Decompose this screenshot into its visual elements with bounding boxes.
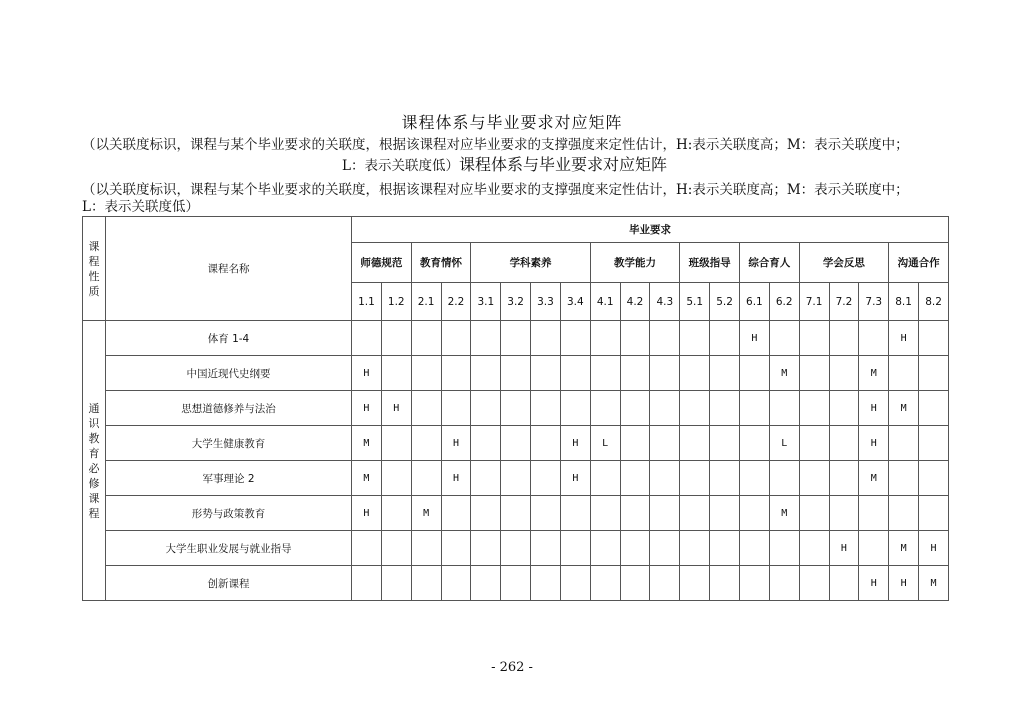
course-type-char: 必 <box>88 461 100 475</box>
relevance-cell <box>501 496 531 531</box>
course-name: 大学生职业发展与就业指导 <box>106 531 352 566</box>
page-number: - 262 - <box>491 660 533 675</box>
relevance-cell: H <box>919 531 949 566</box>
relevance-cell <box>799 356 829 391</box>
relevance-cell <box>680 496 710 531</box>
relevance-cell <box>381 426 411 461</box>
relevance-cell: L <box>590 426 620 461</box>
relevance-cell <box>620 496 650 531</box>
requirement-subcol-header: 3.1 <box>471 283 501 321</box>
relevance-cell <box>590 391 620 426</box>
requirement-subcol-header: 8.2 <box>919 283 949 321</box>
table-row <box>83 566 949 601</box>
relevance-cell <box>650 496 680 531</box>
course-name: 体育 1-4 <box>106 321 352 356</box>
relevance-cell <box>739 531 769 566</box>
relevance-cell: H <box>352 391 382 426</box>
relevance-cell <box>620 426 650 461</box>
relevance-cell <box>799 391 829 426</box>
course-type-char: 修 <box>88 476 100 490</box>
relevance-cell <box>531 356 561 391</box>
relevance-cell <box>471 461 501 496</box>
requirement-group-header: 班级指导 <box>680 243 740 283</box>
table-row <box>83 426 949 461</box>
relevance-cell <box>531 321 561 356</box>
relevance-cell: H <box>560 426 590 461</box>
relevance-cell <box>620 391 650 426</box>
requirement-subcol-header: 5.2 <box>710 283 740 321</box>
relevance-cell <box>620 461 650 496</box>
relevance-cell <box>680 566 710 601</box>
relevance-cell <box>590 461 620 496</box>
relevance-cell <box>680 531 710 566</box>
relevance-cell <box>680 426 710 461</box>
relevance-cell <box>919 321 949 356</box>
relevance-cell <box>769 531 799 566</box>
relevance-cell <box>381 461 411 496</box>
relevance-cell <box>352 566 382 601</box>
relevance-cell: H <box>560 461 590 496</box>
relevance-cell <box>501 531 531 566</box>
table-row <box>83 356 949 391</box>
relevance-cell <box>531 426 561 461</box>
course-type-char: 教 <box>88 431 100 445</box>
relevance-cell <box>381 496 411 531</box>
relevance-cell <box>560 391 590 426</box>
relevance-cell <box>501 461 531 496</box>
legend-note-line1: （以关联度标识，课程与某个毕业要求的关联度，根据该课程对应毕业要求的支撑强度来定性估计，H:表示关联度高；M：表示关联度中； <box>82 137 909 153</box>
relevance-cell <box>650 321 680 356</box>
requirement-subcol-header: 1.1 <box>352 283 382 321</box>
relevance-cell <box>501 566 531 601</box>
relevance-cell <box>590 566 620 601</box>
relevance-cell <box>769 566 799 601</box>
relevance-cell <box>441 356 471 391</box>
relevance-cell <box>739 461 769 496</box>
relevance-cell <box>620 531 650 566</box>
relevance-cell <box>620 356 650 391</box>
legend-note-line2 <box>342 155 1024 176</box>
requirement-group-header: 教学能力 <box>590 243 680 283</box>
relevance-cell <box>471 356 501 391</box>
requirement-subcol-header: 4.2 <box>620 283 650 321</box>
relevance-cell <box>799 426 829 461</box>
course-name: 思想道德修养与法治 <box>106 391 352 426</box>
requirement-subcol-header: 3.3 <box>531 283 561 321</box>
legend-note-repeat-line1: （以关联度标识，课程与某个毕业要求的关联度，根据该课程对应毕业要求的支撑强度来定性估计，H:表示关联度高；M：表示关联度中； <box>82 182 909 198</box>
relevance-cell <box>799 461 829 496</box>
requirement-subcol-header: 3.2 <box>501 283 531 321</box>
relevance-cell: H <box>829 531 859 566</box>
course-type-cell <box>83 321 106 601</box>
relevance-cell <box>471 426 501 461</box>
relevance-cell <box>441 531 471 566</box>
relevance-cell: H <box>889 321 919 356</box>
relevance-cell <box>680 321 710 356</box>
relevance-cell <box>441 566 471 601</box>
relevance-cell: M <box>411 496 441 531</box>
relevance-cell <box>560 496 590 531</box>
relevance-cell <box>650 531 680 566</box>
relevance-cell <box>859 321 889 356</box>
course-name: 中国近现代史纲要 <box>106 356 352 391</box>
course-name: 军事理论 2 <box>106 461 352 496</box>
course-name: 形势与政策教育 <box>106 496 352 531</box>
relevance-cell <box>471 321 501 356</box>
relevance-cell: H <box>859 566 889 601</box>
relevance-cell <box>859 496 889 531</box>
relevance-cell <box>381 566 411 601</box>
relevance-cell <box>352 321 382 356</box>
relevance-cell <box>919 391 949 426</box>
relevance-cell: M <box>859 356 889 391</box>
relevance-cell: M <box>919 566 949 601</box>
relevance-cell <box>560 321 590 356</box>
relevance-cell <box>471 391 501 426</box>
relevance-cell <box>381 356 411 391</box>
relevance-cell: H <box>352 356 382 391</box>
course-type-char: 通 <box>88 401 100 415</box>
relevance-cell <box>859 531 889 566</box>
relevance-cell: M <box>769 496 799 531</box>
relevance-cell <box>799 566 829 601</box>
course-name: 创新课程 <box>106 566 352 601</box>
relevance-cell <box>650 391 680 426</box>
course-type-header-char: 质 <box>88 284 100 298</box>
relevance-cell <box>352 531 382 566</box>
requirement-subcol-header: 3.4 <box>560 283 590 321</box>
relevance-cell <box>441 321 471 356</box>
relevance-cell <box>620 566 650 601</box>
legend-note-repeat-line2: L：表示关联度低） <box>82 199 199 215</box>
requirement-subcol-header: 7.1 <box>799 283 829 321</box>
relevance-cell <box>531 566 561 601</box>
relevance-cell <box>739 356 769 391</box>
relevance-cell <box>650 566 680 601</box>
relevance-cell <box>441 391 471 426</box>
relevance-cell: H <box>859 426 889 461</box>
relevance-cell <box>889 356 919 391</box>
requirement-group-header: 学科素养 <box>471 243 590 283</box>
matrix-title-repeat: 课程体系与毕业要求对应矩阵 <box>458 155 667 174</box>
relevance-cell <box>889 461 919 496</box>
course-type-header-char: 课 <box>88 239 100 253</box>
relevance-cell <box>739 391 769 426</box>
table-row <box>83 496 949 531</box>
relevance-cell <box>919 426 949 461</box>
relevance-cell <box>501 391 531 426</box>
relevance-cell: L <box>769 426 799 461</box>
requirement-subcol-header: 5.1 <box>680 283 710 321</box>
relevance-cell <box>650 461 680 496</box>
relevance-cell <box>680 461 710 496</box>
relevance-cell <box>739 566 769 601</box>
relevance-cell <box>411 566 441 601</box>
requirements-matrix-table <box>82 216 949 601</box>
requirement-subcol-header: 6.2 <box>769 283 799 321</box>
relevance-cell <box>590 531 620 566</box>
relevance-cell <box>769 461 799 496</box>
table-row <box>83 531 949 566</box>
relevance-cell <box>829 461 859 496</box>
relevance-cell <box>620 321 650 356</box>
relevance-cell <box>829 426 859 461</box>
relevance-cell <box>889 426 919 461</box>
course-type-char: 课 <box>88 491 100 505</box>
course-name: 大学生健康教育 <box>106 426 352 461</box>
relevance-cell: H <box>859 391 889 426</box>
relevance-cell: M <box>889 391 919 426</box>
relevance-cell <box>381 531 411 566</box>
relevance-cell <box>560 356 590 391</box>
relevance-cell <box>769 391 799 426</box>
relevance-cell <box>501 426 531 461</box>
requirement-group-header: 沟通合作 <box>889 243 949 283</box>
relevance-cell <box>590 321 620 356</box>
requirement-subcol-header: 8.1 <box>889 283 919 321</box>
relevance-cell <box>441 496 471 531</box>
relevance-cell <box>710 496 740 531</box>
relevance-cell <box>411 356 441 391</box>
relevance-cell: H <box>352 496 382 531</box>
relevance-cell <box>829 391 859 426</box>
relevance-cell: H <box>381 391 411 426</box>
requirement-subcol-header: 1.2 <box>381 283 411 321</box>
relevance-cell <box>919 496 949 531</box>
table-row <box>83 321 949 356</box>
relevance-cell <box>829 356 859 391</box>
relevance-cell <box>650 426 680 461</box>
course-type-header-char: 性 <box>88 269 100 283</box>
relevance-cell <box>710 531 740 566</box>
requirement-subcol-header: 2.2 <box>441 283 471 321</box>
requirement-group-header: 学会反思 <box>799 243 889 283</box>
requirement-subcol-header: 7.2 <box>829 283 859 321</box>
relevance-cell <box>799 321 829 356</box>
relevance-cell <box>829 321 859 356</box>
course-type-char: 育 <box>88 446 100 460</box>
matrix-title: 课程体系与毕业要求对应矩阵 <box>401 113 623 132</box>
requirements-header: 毕业要求 <box>352 217 949 243</box>
relevance-cell <box>739 496 769 531</box>
requirement-subcol-header: 6.1 <box>739 283 769 321</box>
relevance-cell: H <box>739 321 769 356</box>
relevance-cell <box>471 496 501 531</box>
relevance-cell: H <box>889 566 919 601</box>
relevance-cell: M <box>352 426 382 461</box>
relevance-cell <box>710 566 740 601</box>
legend-note-line2-prefix: L：表示关联度低） <box>342 158 459 174</box>
relevance-cell <box>590 496 620 531</box>
relevance-cell <box>650 356 680 391</box>
relevance-cell <box>710 356 740 391</box>
relevance-cell <box>799 496 829 531</box>
relevance-cell <box>710 321 740 356</box>
course-type-char: 程 <box>88 506 100 520</box>
relevance-cell <box>739 426 769 461</box>
requirement-subcol-header: 4.3 <box>650 283 680 321</box>
relevance-cell <box>560 531 590 566</box>
relevance-cell <box>531 496 561 531</box>
course-type-header-char: 程 <box>88 254 100 268</box>
relevance-cell <box>501 321 531 356</box>
requirement-group-header: 教育情怀 <box>411 243 471 283</box>
relevance-cell <box>710 391 740 426</box>
relevance-cell <box>710 426 740 461</box>
requirement-subcol-header: 2.1 <box>411 283 441 321</box>
relevance-cell: H <box>441 461 471 496</box>
relevance-cell <box>531 461 561 496</box>
relevance-cell <box>829 496 859 531</box>
relevance-cell <box>829 566 859 601</box>
relevance-cell: M <box>769 356 799 391</box>
relevance-cell <box>471 531 501 566</box>
relevance-cell <box>411 531 441 566</box>
relevance-cell <box>889 496 919 531</box>
relevance-cell: M <box>352 461 382 496</box>
relevance-cell <box>560 566 590 601</box>
course-type-char: 识 <box>88 416 100 430</box>
relevance-cell: M <box>859 461 889 496</box>
relevance-cell <box>531 391 561 426</box>
relevance-cell <box>381 321 411 356</box>
requirement-group-header: 师德规范 <box>352 243 412 283</box>
relevance-cell <box>919 461 949 496</box>
relevance-cell <box>919 356 949 391</box>
relevance-cell <box>799 531 829 566</box>
table-row <box>83 461 949 496</box>
relevance-cell <box>411 391 441 426</box>
relevance-cell: M <box>889 531 919 566</box>
relevance-cell: H <box>441 426 471 461</box>
relevance-cell <box>769 321 799 356</box>
course-name-header: 课程名称 <box>106 217 352 321</box>
relevance-cell <box>531 531 561 566</box>
relevance-cell <box>411 321 441 356</box>
relevance-cell <box>680 356 710 391</box>
requirement-subcol-header: 7.3 <box>859 283 889 321</box>
relevance-cell <box>501 356 531 391</box>
relevance-cell <box>411 461 441 496</box>
relevance-cell <box>411 426 441 461</box>
requirement-group-header: 综合育人 <box>739 243 799 283</box>
relevance-cell <box>710 461 740 496</box>
relevance-cell <box>680 391 710 426</box>
table-row <box>83 391 949 426</box>
relevance-cell <box>471 566 501 601</box>
relevance-cell <box>590 356 620 391</box>
requirement-subcol-header: 4.1 <box>590 283 620 321</box>
course-type-header <box>83 217 106 321</box>
